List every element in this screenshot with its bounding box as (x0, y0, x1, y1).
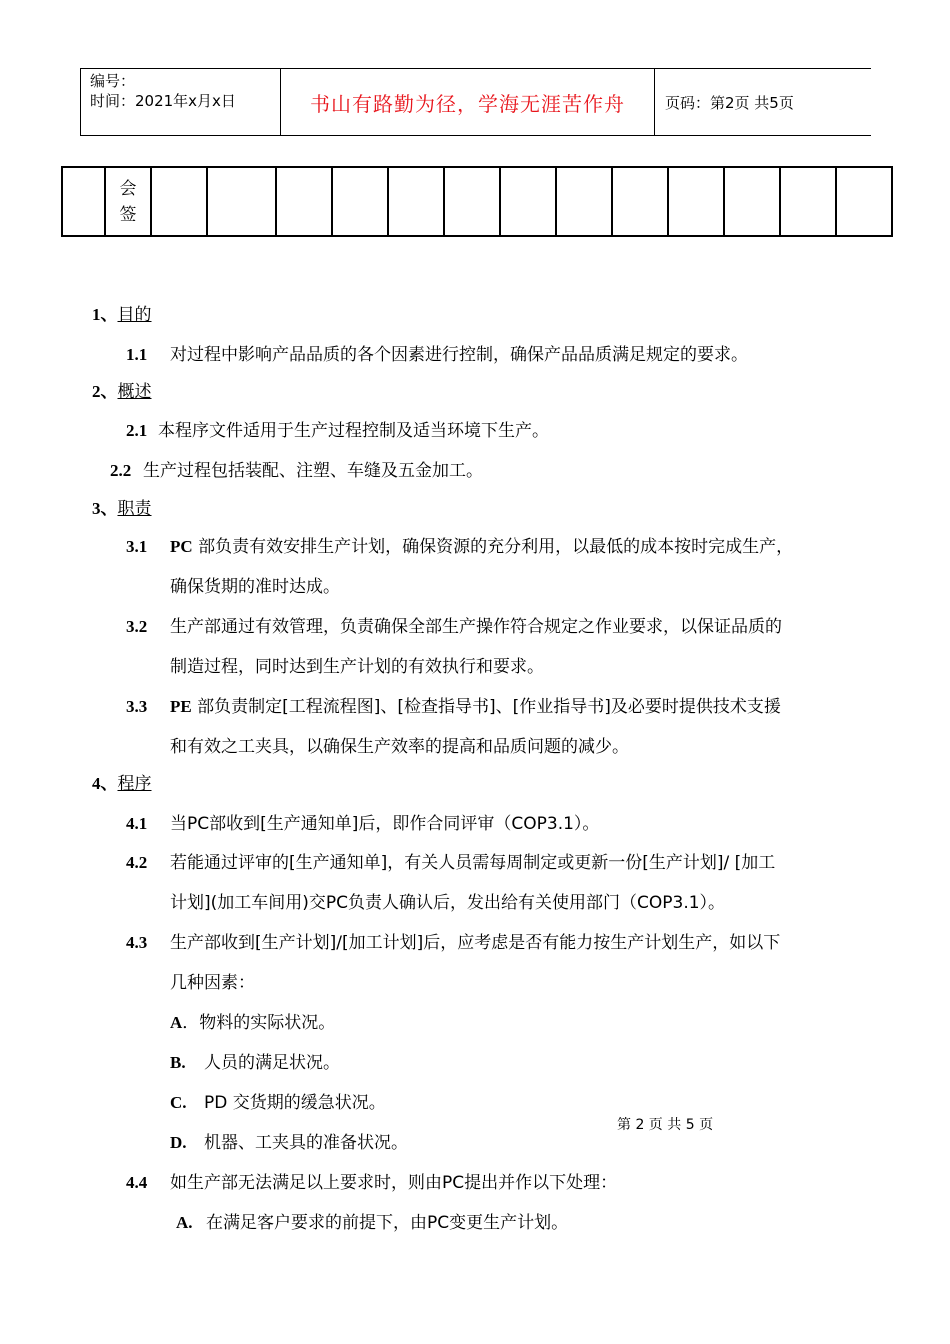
item-4-2: 4.2 若能通过评审的[生产通知单]，有关人员需每周制定或更新一份[生产计划]/ [加工 (126, 853, 776, 873)
header-motto: 书山有路勤为径，学海无涯苦作舟 (281, 69, 655, 135)
table-cell (612, 167, 668, 236)
doc-number-label: 编号： (90, 72, 136, 90)
table-cell (836, 167, 892, 236)
item-1-1: 1.1 对过程中影响产品品质的各个因素进行控制，确保产品品质满足规定的要求。 (126, 345, 748, 365)
countersign-table (61, 166, 893, 237)
section-3-heading: 3、职责 (92, 499, 152, 519)
countersign-row (62, 167, 892, 236)
time-label: 时间：2021年x月x日 (90, 92, 236, 110)
section-1-heading: 1、目的 (92, 305, 152, 325)
item-3-3: 3.3 PE 部负责制定[工程流程图]、[检查指导书]、[作业指导书]及必要时提供技术支援 (126, 697, 781, 717)
countersign-label-2: 签 (119, 204, 137, 225)
list-item-b: B. 人员的满足状况。 (170, 1053, 340, 1073)
item-4-3: 4.3 生产部收到[生产计划]/[加工计划]后，应考虑是否有能力按生产计划生产，如以下 (126, 933, 781, 953)
item-4-1: 4.1 当PC部收到[生产通知单]后，即作合同评审（COP3.1）。 (126, 814, 600, 834)
countersign-label-cell (105, 167, 151, 236)
table-cell (276, 167, 332, 236)
list-item-d: D. 机器、工夹具的准备状况。 (170, 1133, 408, 1153)
item-2-2: 2.2 生产过程包括装配、注塑、车缝及五金加工。 (110, 461, 483, 481)
section-4-heading: 4、程序 (92, 774, 152, 794)
item-4-4: 4.4 如生产部无法满足以上要求时，则由PC提出并作以下处理： (126, 1173, 618, 1193)
table-cell (388, 167, 444, 236)
header-page-label: 页码：第2页 共5页 (665, 93, 794, 112)
item-3-2-cont: 制造过程，同时达到生产计划的有效执行和要求。 (170, 657, 544, 677)
item-3-3-cont: 和有效之工夹具，以确保生产效率的提高和品质问题的减少。 (170, 737, 629, 757)
table-cell (207, 167, 276, 236)
list-item-a: A．物料的实际状况。 (170, 1013, 336, 1033)
item-4-3-cont: 几种因素： (170, 973, 255, 993)
list-item-c: C. PD 交货期的缓急状况。 (170, 1093, 386, 1113)
item-3-1-cont: 确保货期的准时达成。 (170, 577, 340, 597)
table-cell (500, 167, 556, 236)
item-4-2-cont: 计划](加工车间用)交PC负责人确认后，发出给有关使用部门（COP3.1）。 (170, 893, 726, 913)
table-cell (780, 167, 836, 236)
item-2-1: 2.1 本程序文件适用于生产过程控制及适当环境下生产。 (126, 421, 549, 441)
document-header (80, 68, 871, 136)
table-cell (444, 167, 500, 236)
table-cell (668, 167, 724, 236)
table-cell (556, 167, 612, 236)
list-item-4-4-a: A. 在满足客户要求的前提下，由PC变更生产计划。 (176, 1213, 569, 1233)
header-meta (81, 69, 281, 135)
table-cell (332, 167, 388, 236)
table-cell (62, 167, 105, 236)
countersign-label-1: 会 (119, 178, 137, 199)
table-cell (724, 167, 780, 236)
table-cell (151, 167, 207, 236)
page-number-footer: 第 2 页 共 5 页 (617, 1117, 714, 1133)
section-2-heading: 2、概述 (92, 382, 152, 402)
item-3-1: 3.1 PC 部负责有效安排生产计划，确保资源的充分利用，以最低的成本按时完成生产， (126, 537, 794, 557)
item-3-2: 3.2 生产部通过有效管理，负责确保全部生产操作符合规定之作业要求，以保证品质的 (126, 617, 782, 637)
